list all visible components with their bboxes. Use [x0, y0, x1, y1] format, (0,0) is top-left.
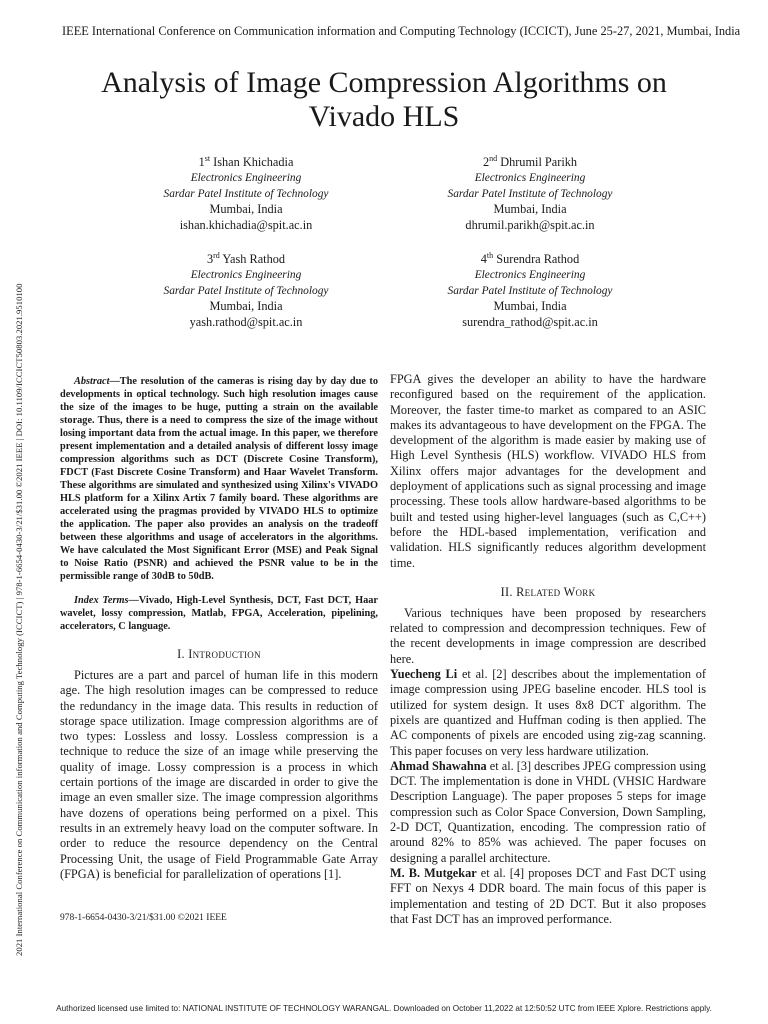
author-institute: Sardar Patel Institute of Technology — [163, 284, 329, 297]
author-name: Dhrumil Parikh — [500, 155, 578, 169]
author-name: Surendra Rathod — [496, 252, 580, 266]
abstract — [60, 375, 378, 583]
introduction-continued-paragraph: FPGA gives the developer an ability to have the hardware reconfigured based on the requirement of the application. Moreover, the faster time-to market as compared to an ASIC makes its advantageous to have development on the FPGA. The development of the algorithm is made easier by making use of High Level Synthesis (HLS) workflow. VIVADO HLS from Xilinx offers major advantages for the development and deployment of applications such as signal processing and image processing. These tools allow hardware-based algorithms to be built and tested using higher-level languages (such as C,C++) before the HDL-based implementation, verification and validation. HLS significantly reduces algorithm development time. — [390, 372, 706, 570]
author-block — [96, 155, 396, 234]
author-name-line — [380, 155, 680, 171]
author-block — [380, 155, 680, 234]
section-title: Introduction — [188, 647, 261, 661]
author-ordinal: 2 — [482, 155, 490, 169]
related-work-intro: Various techniques have been proposed by researchers related to compression and decompression techniques. Few of the recent developments in image compression are described here. — [390, 605, 706, 666]
author-city: Mumbai, India — [209, 202, 283, 217]
related-work-text: et al. [3] describes JPEG compression using DCT. The implementation is done in VHDL (VHSIC Hardware Description Language). The paper proposes 5 steps for image compression such as Color Space Conversion, Down Sampling, 2-D DCT, Quantization, encoding. The compression ratio of around 82% to 85% was achieved. The paper focuses on designing a parallel architecture. — [390, 758, 706, 865]
related-work-author: Ahmad Shawahna — [390, 758, 487, 773]
author-name: Ishan Khichadia — [213, 155, 294, 169]
copyright-notice: 978-1-6654-0430-3/21/$31.00 ©2021 IEEE — [60, 913, 227, 923]
paper-title-line-1: Analysis of Image Compression Algorithms on — [101, 66, 667, 99]
related-work-entry — [390, 759, 706, 866]
author-institute: Sardar Patel Institute of Technology — [447, 187, 613, 200]
section-heading-introduction — [60, 647, 378, 662]
author-ordinal-suffix: st — [204, 154, 211, 163]
abstract-text: —The resolution of the cameras is rising day by day due to developments in optical technology. Such high resolution images cause the size of the images to be huge, putting a strain on the available storage. Thus, there is a need to compress the size of the image without losing important data from the actual image. In this paper, we therefore present implementation and a detailed analysis of different lossy image compression algorithms such as DCT (Discrete Cosine Transform), FDCT (Fast Discrete Cosine Transform) and Haar Wavelet Transform. These algorithms are simulated and synthesized using Xilinx's VIVADO HLS platform for a Xilinx Artix 7 family board. These algorithms are accelerated using the pragmas provided by VIVADO HLS to optimize the application. The paper also provides an analysis on the tradeoff between these algorithms and usage of accelerators in the algorithms. We have calculated the Most Significant Error (MSE) and Peak Signal to Noise Ratio (PSNR) and achieved the PSNR value to be in the permissible range of 30dB to 50dB. — [60, 376, 378, 582]
author-city: Mumbai, India — [493, 299, 567, 314]
license-footer: Authorized licensed use limited to: NATIONAL INSTITUTE OF TECHNOLOGY WARANGAL. Downloaded on October 11,2022 at 12:50:52 UTC from IEEE Xplore. Restrictions apply. — [56, 1004, 712, 1013]
author-ordinal-suffix: rd — [213, 251, 220, 260]
author-block — [96, 252, 396, 331]
section-numeral: II. — [500, 584, 517, 599]
author-email: yash.rathod@spit.ac.in — [189, 315, 303, 330]
paper-title-line-2: Vivado HLS — [308, 100, 460, 133]
paper-title — [64, 66, 704, 134]
introduction-paragraph: Pictures are a part and parcel of human life in this modern age. The high resolution images can be compressed to reduce the redundancy in the image data. This results in reduction of storage space utilization. Image compression algorithms are of two types: Lossless and lossy. Lossless compression is a technique to reduce the size of an image while preserving the quality of image. Lossy compression is a process in which certain portions of the image are discarded in order to give the image an even smaller size. The image compression algorithms have dozens of operations being performed on a pixel. This results in an extremely heavy load on the computer software. In order to reduce the resource dependency on the Central Processing Unit, the usage of Field Programmable Gate Array (FPGA) is beneficial for parallelization of operations [1]. — [60, 668, 378, 881]
author-name-line — [380, 252, 680, 268]
side-citation-note: 2021 International Conference on Communication information and Computing Technology (ICCICT) | 978-1-6654-0430-3/21/$31.00 ©2021 IEEE | DOI: 10.1109/ICCICT50803.2021.9510100 — [14, 283, 24, 956]
author-city: Mumbai, India — [493, 202, 567, 217]
related-work-entry — [390, 866, 706, 927]
related-work-text: et al. [2] describes about the implementation of image compression using JPEG baseline encoder. HLS tool is utilized for system design. It uses 8x8 DCT algorithm. The pixels are quantized and Huffman coding is then applied. The AC components of pixels are encoded using zig-zag scanning. This paper focuses on very less hardware utilization. — [390, 667, 707, 758]
right-column — [390, 372, 706, 927]
author-email: dhrumil.parikh@spit.ac.in — [465, 218, 595, 233]
author-ordinal-suffix: nd — [489, 154, 498, 163]
related-work-author: M. B. Mutgekar — [390, 865, 477, 880]
author-ordinal: 3 — [206, 252, 214, 266]
author-department: Electronics Engineering — [474, 171, 586, 184]
author-ordinal: 4 — [480, 252, 487, 266]
abstract-lead: Abstract — [74, 376, 110, 387]
related-work-author: Yuecheng Li — [390, 667, 458, 682]
author-block — [380, 252, 680, 331]
author-name-line — [96, 252, 396, 268]
section-heading-related-work — [390, 585, 706, 600]
conference-header: IEEE International Conference on Communication information and Computing Technology (ICCICT), June 25-27, 2021, Mumbai, India — [62, 24, 741, 38]
author-institute: Sardar Patel Institute of Technology — [447, 284, 613, 297]
index-terms-text: —Vivado, High-Level Synthesis, DCT, Fast DCT, Haar wavelet, lossy compression, Matlab, FPGA, Acceleration, pipelining, accelerators, C language. — [60, 595, 378, 632]
section-title: Related Work — [516, 584, 596, 599]
related-work-entry — [390, 667, 706, 759]
author-ordinal: 1 — [198, 155, 205, 169]
author-department: Electronics Engineering — [190, 171, 302, 184]
related-work-text: et al. [4] proposes DCT and Fast DCT using FFT on Nexys 4 DDR board. The main focus of this paper is implementation and testing of 2D DCT. But it also proposes that Fast DCT has an improved performance. — [390, 865, 706, 926]
author-institute: Sardar Patel Institute of Technology — [163, 187, 329, 200]
index-terms-lead: Index Terms — [74, 595, 129, 606]
author-ordinal-suffix: th — [486, 251, 494, 260]
index-terms — [60, 594, 378, 633]
section-numeral: I. — [177, 647, 189, 661]
author-name-line — [96, 155, 396, 171]
author-city: Mumbai, India — [209, 299, 283, 314]
author-email: surendra_rathod@spit.ac.in — [462, 315, 598, 330]
author-department: Electronics Engineering — [190, 268, 302, 281]
author-department: Electronics Engineering — [474, 268, 586, 281]
author-name: Yash Rathod — [222, 252, 286, 266]
left-column — [60, 375, 378, 882]
author-email: ishan.khichadia@spit.ac.in — [179, 218, 313, 233]
